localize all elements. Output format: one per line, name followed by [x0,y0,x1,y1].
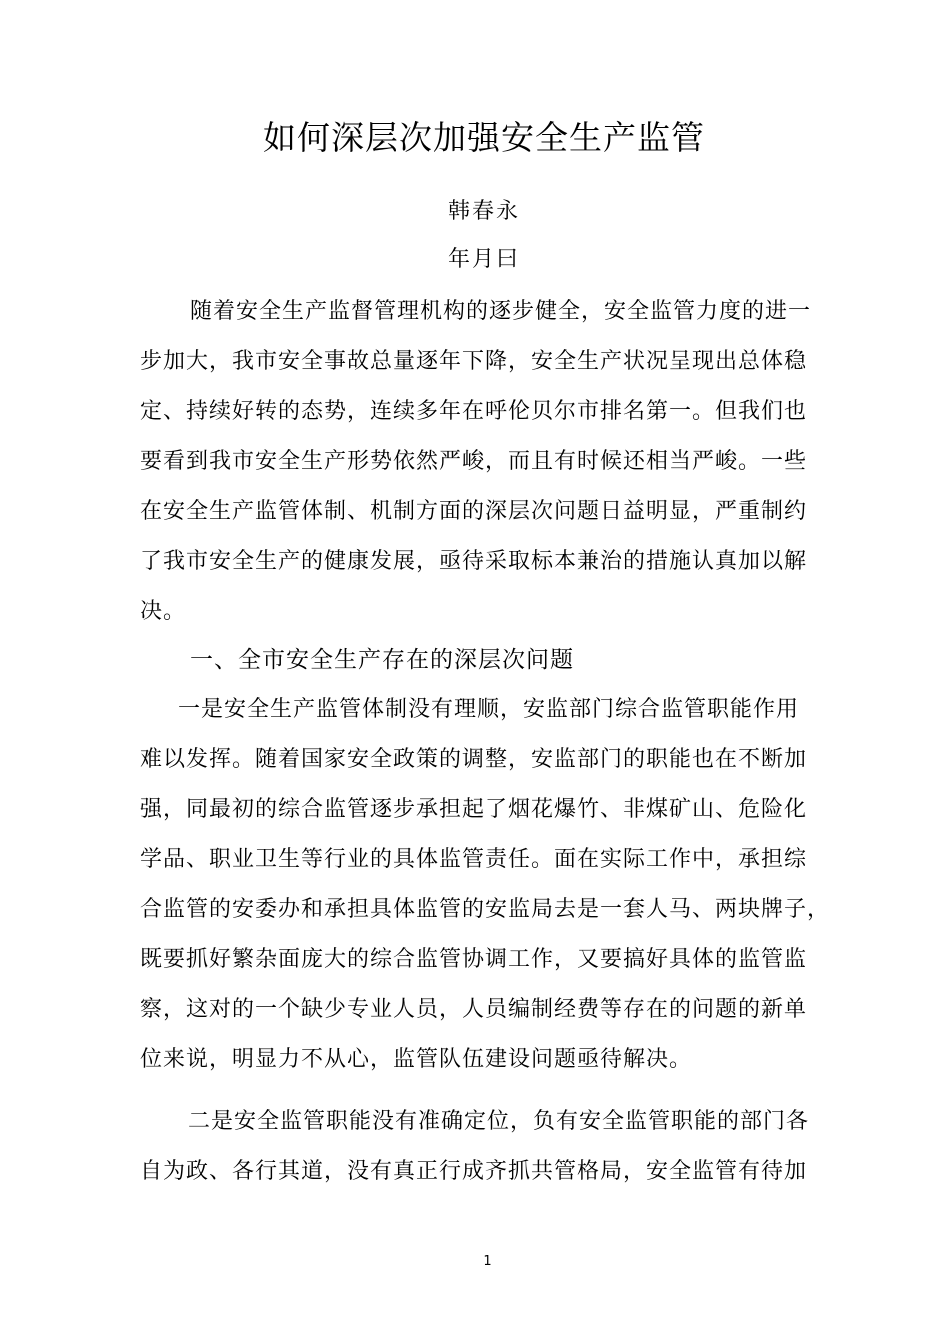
paragraph-line: 一是安全生产监管体制没有理顺，安监部门综合监管职能作用 [178,697,800,722]
page-number: 1 [483,1254,492,1269]
paragraph-line: 要看到我市安全生产形势依然严峻，而且有时候还相当严峻。一些 [140,449,808,474]
paragraph-line: 学品、职业卫生等行业的具体监管责任。面在实际工作中，承担综 [140,847,808,872]
paragraph-line: 难以发挥。随着国家安全政策的调整，安监部门的职能也在不断加 [140,747,808,772]
document-date: 年月曰 [447,247,520,272]
paragraph-line: 强，同最初的综合监管逐步承担起了烟花爆竹、非煤矿山、危险化 [140,797,808,822]
author-name: 韩春永 [447,199,520,224]
paragraph-line: 步加大，我市安全事故总量逐年下降，安全生产状况呈现出总体稳 [140,349,808,374]
document-title: 如何深层次加强安全生产监管 [263,118,705,157]
section-heading: 一、全市安全生产存在的深层次问题 [190,647,574,673]
paragraph-line: 了我市安全生产的健康发展，亟待采取标本兼治的措施认真加以解 [140,549,808,574]
paragraph-line: 察，这对的一个缺少专业人员，人员编制经费等存在的问题的新单 [140,997,808,1022]
paragraph-line: 二是安全监管职能没有准确定位，负有安全监管职能的部门各 [188,1109,810,1134]
paragraph-line: 定、持续好转的态势，连续多年在呼伦贝尔市排名第一。但我们也 [140,399,808,424]
paragraph-line: 在安全生产监管体制、机制方面的深层次问题日益明显，严重制约 [140,499,808,524]
paragraph-line: 自为政、各行其道，没有真正行成齐抓共管格局，安全监管有待加 [140,1159,808,1184]
paragraph-line: 随着安全生产监督管理机构的逐步健全，安全监管力度的进一 [190,299,812,324]
paragraph-line: 位来说，明显力不从心，监管队伍建设问题亟待解决。 [140,1047,693,1072]
paragraph-line: 决。 [140,599,187,624]
paragraph-line: 既要抓好繁杂面庞大的综合监管协调工作，又要搞好具体的监管监 [140,947,808,972]
paragraph-line: 合监管的安委办和承担具体监管的安监局去是一套人马、两块牌子， [140,897,831,922]
